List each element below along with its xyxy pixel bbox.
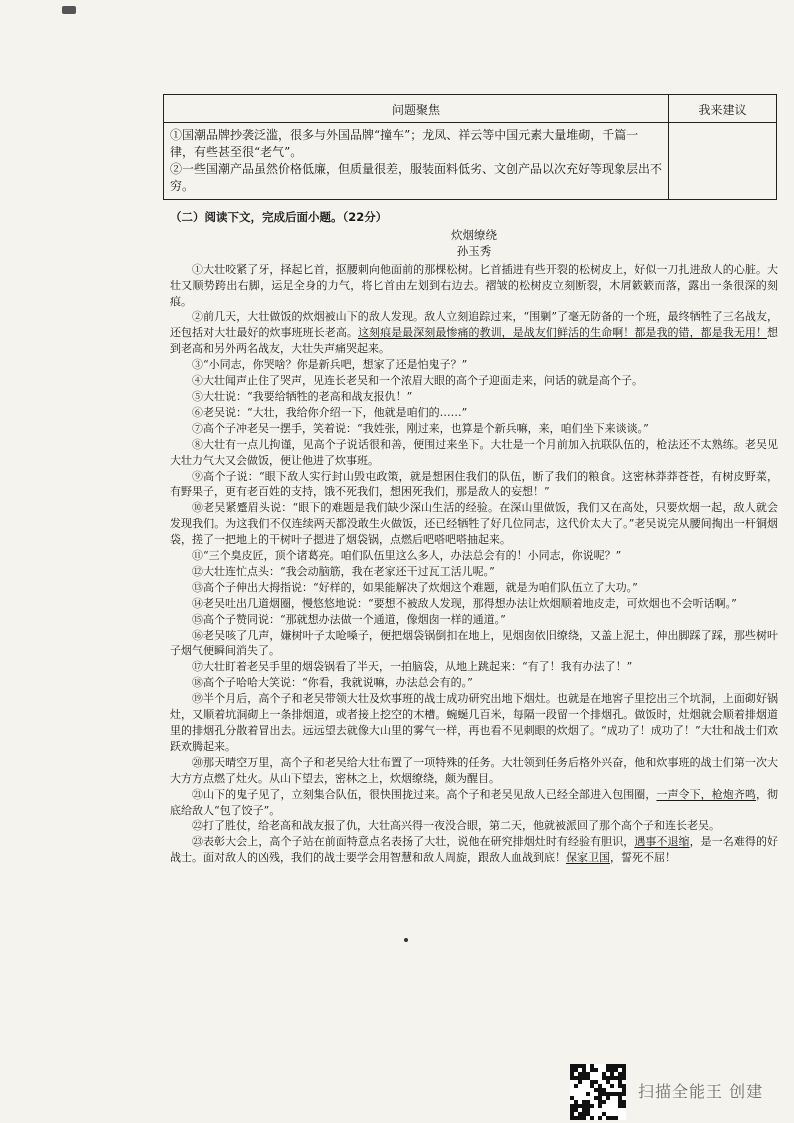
qr-module xyxy=(574,1084,578,1088)
scan-mark xyxy=(62,6,76,14)
paragraph-22: ㉒打了胜仗，给老高和战友报了仇，大壮高兴得一夜没合眼，第二天，他就被派回了那个高个子和连长老吴。 xyxy=(192,819,720,833)
qr-module xyxy=(590,1116,594,1120)
paragraph-14: ⑭老吴吐出几道烟圈，慢悠悠地说：“要想不被敌人发现，那得想办法让炊烟顺着地皮走，可炊烟也不会听话啊。” xyxy=(192,596,737,610)
table-row xyxy=(164,123,777,200)
qr-module xyxy=(614,1116,618,1120)
underlined-phrase: 一声令下，枪炮齐鸣 xyxy=(656,787,756,801)
paragraph-13: ⑬高个子伸出大拇指说：“好样的，如果能解决了炊烟这个难题，就是为咱们队伍立了大功。” xyxy=(192,580,638,594)
paragraph-6: ⑥老吴说：“大壮，我给你介绍一下，他就是咱们的……” xyxy=(192,405,468,419)
header-issue: 问题聚焦 xyxy=(164,95,669,123)
underlined-sentence: 这刻痕是最深刻最惨痛的教训，是战友们鲜活的生命啊！都是我的错，都是我无用！ xyxy=(357,326,768,340)
paragraph-9: ⑨高个子说：“眼下敌人实行封山毁屯政策，就是想困住我们的队伍，断了我们的粮食。这密林莽莽苍苍，有树皮野菜，有野果子，更有老百姓的支持，饿不死我们，想困死我们，那是敌人的妄想！” xyxy=(170,469,778,499)
qr-module xyxy=(578,1080,582,1084)
qr-module xyxy=(598,1104,602,1108)
issue-2: ②一些国潮产品虽然价格低廉，但质量很差，服装面料低劣、文创产品以次充好等现象层出不穷。 xyxy=(170,162,663,193)
paragraph-8: ⑧大壮有一点儿拘谨，见高个子说话很和善，便围过来坐下。大壮是一个月前加入抗联队伍的，枪法还不太熟练。老吴见大壮力气大又会做饭，便让他进了炊事班。 xyxy=(170,437,778,467)
paragraph-20: ⑳那天晴空万里，高个子和老吴给大壮布置了一项特殊的任务。大壮领到任务后格外兴奋，他和炊事班的战士们第一次大大方方点燃了灶火。从山下望去，密林之上，炊烟缭绕，颇为醒目。 xyxy=(170,755,778,785)
paragraph-3: ③“小同志，你哭啥？你是新兵吧，想家了还是怕鬼子？” xyxy=(192,358,468,372)
qr-module xyxy=(622,1076,626,1080)
qr-module xyxy=(602,1100,606,1104)
reading-passage xyxy=(170,210,778,866)
table-header-row xyxy=(164,95,777,123)
header-suggest: 我来建议 xyxy=(669,95,777,123)
qr-module xyxy=(610,1084,614,1088)
qr-module xyxy=(586,1092,590,1096)
paragraph-4: ④大壮闻声止住了哭声，见连长老吴和一个浓眉大眼的高个子迎面走来，问话的就是高个子。 xyxy=(192,374,643,388)
suggest-cell[interactable] xyxy=(669,123,777,200)
qr-module xyxy=(590,1104,594,1108)
qr-module xyxy=(594,1068,598,1072)
passage-title: 炊烟缭绕 xyxy=(451,227,497,242)
passage-author: 孙玉秀 xyxy=(456,243,492,258)
qr-module xyxy=(582,1116,586,1120)
paragraph-23 xyxy=(170,834,778,866)
paragraph-7: ⑦高个子冲老吴一摆手，笑着说：“我姓张，刚过来，也算是个新兵嘛，来，咱们坐下来谈谈。” xyxy=(192,421,649,435)
paragraph-19: ⑲半个月后，高个子和老吴带领大壮及炊事班的战士成功研究出地下烟灶。也就是在地窖子里挖出三个坑洞，上面砌好锅灶，又顺着坑洞砌上一条排烟道，或者接上挖空的木槽。蜿蜒几百米，每隔一段留一个排烟孔。做饭时，灶烟就会顺着排烟道里的排烟孔分散着冒出去。远远望去就像大山里的雾气一样，再也看不见刺眼的炊烟了。“成功了！成功了！”大壮和战士们欢跃欢腾起来。 xyxy=(170,692,778,753)
qr-module xyxy=(622,1092,626,1096)
paragraph-18: ⑱高个子哈哈大笑说：“你看，我就说嘛，办法总会有的。” xyxy=(192,676,473,690)
section-heading: （二）阅读下文，完成后面小题。（22分） xyxy=(170,210,388,224)
paragraph-5: ⑤大壮说：“我要给牺牲的老高和战友报仇！” xyxy=(192,389,413,403)
paragraph-23-text-a: ㉓表彰大会上，高个子站在前面特意点名表扬了大壮，说他在研究排烟灶时有经验有胆识， xyxy=(192,835,635,849)
underlined-phrase: 遇事不退缩 xyxy=(634,835,690,849)
paragraph-17: ⑰大壮盯着老吴手里的烟袋锅看了半天，一拍脑袋，从地上跳起来：“有了！我有办法了！” xyxy=(192,660,633,674)
qr-module xyxy=(606,1096,610,1100)
paragraph-23-text-c: ，誓死不屈！ xyxy=(610,851,676,865)
paragraph-15: ⑮高个子赞同说：“那就想办法做一个通道，像烟囱一样的通道。” xyxy=(192,612,506,626)
issue-1: ①国潮品牌抄袭泛滥，很多与外国品牌“撞车”；龙凤、祥云等中国元素大量堆砌，千篇一律，有些甚至很“老气”。 xyxy=(170,128,639,159)
qr-code-icon xyxy=(570,1064,626,1120)
qr-module xyxy=(598,1116,602,1120)
paragraph-2 xyxy=(170,309,778,357)
scan-dot xyxy=(404,938,408,942)
paragraph-21-text-b: ，彻底给敌人“包了饺子”。 xyxy=(170,787,779,817)
issue-table xyxy=(163,94,777,200)
qr-module xyxy=(622,1104,626,1108)
paragraph-2-text-b: 想到老高和另外两名战友，大壮失声痛哭起来。 xyxy=(170,326,779,356)
paragraph-11: ⑪“三个臭皮匠，顶个诸葛亮。咱们队伍里这么多人，办法总会有的！小同志，你说呢？” xyxy=(192,549,622,563)
paragraph-1: ①大壮咬紧了牙，择起匕首，抠腰刺向他面前的那棵松树。匕首插进有些开裂的松树皮上，好似一刀扎进敌人的心脏。大壮又顺势跨出右脚，运足全身的力气，将匕首由左划到右边去。褶皱的松树皮立刻断裂，木屑簌簌而落，露出一条很深的刻痕。 xyxy=(170,262,778,308)
paragraph-21-text-a: ㉑山下的鬼子见了，立刻集合队伍，很快围拢过来。高个子和老吴见敌人已经全部进入包围圈， xyxy=(192,787,657,801)
paragraph-2-text-a: ②前几天，大壮做饭的炊烟被山下的敌人发现。敌人立刻追踪过来，“围剿”了毫无防备的一个班，最终牺牲了三名战友，还包括对大壮最好的炊事班班长老高。 xyxy=(170,310,778,340)
paragraph-23-text-b: ，是一名难得的好战士。面对敌人的凶残，我们的战士要学会用智慧和敌人周旋，跟敌人血战到底！ xyxy=(170,835,779,865)
paragraph-12: ⑫大壮连忙点头：“我会动脑筋，我在老家还干过瓦工活儿呢。” xyxy=(192,564,495,578)
underlined-phrase: 保家卫国 xyxy=(566,851,610,865)
paragraph-10: ⑩老吴紧蹙眉头说：“眼下的难题是我们缺少深山生活的经验。在深山里做饭，我们又在高处，只要炊烟一起，敌人就会发现我们。为这我们不仅连续两天都没敢生火做饭，还已经牺牲了好几位同志，这代价太大了。”老吴说完从腰间掏出一杆铜烟袋，搓了一把地上的干树叶子摁进了烟袋锅，点燃后吧嗒吧嗒抽起来。 xyxy=(170,501,778,547)
paragraph-16: ⑯老吴咳了几声，嫌树叶子太呛嗓子，便把烟袋锅倒扣在地上，见烟囱依旧缭绕，又盖上泥土，伸出脚踩了踩，那些树叶子烟气便瞬间消失了。 xyxy=(170,628,778,658)
paragraph-21 xyxy=(170,787,778,819)
issue-cell xyxy=(164,123,669,200)
scanner-watermark: 扫描全能王 创建 xyxy=(638,1082,764,1101)
